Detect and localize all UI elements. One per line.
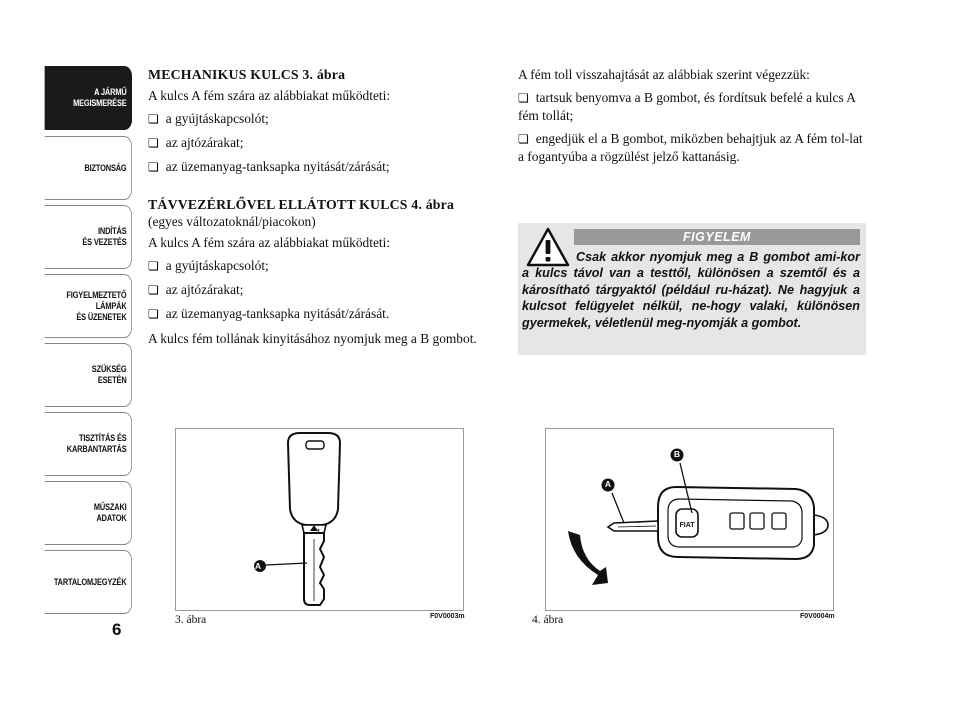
tab-technical-data[interactable]: MŰSZAKI ADATOK: [45, 481, 132, 545]
heading-remote-key: TÁVVEZÉRLŐVEL ELLÁTOTT KULCS 4. ábra: [148, 197, 455, 212]
tab-starting-driving[interactable]: INDÍTÁS ÉS VEZETÉS: [45, 205, 132, 269]
list-item: ❏ az üzemanyag-tanksapka nyitását/zárását;: [148, 158, 503, 176]
warning-text: Csak akkor nyomjuk meg a B gombot ami-kor a kulcs távol van a testtől, különösen a szemtől és a károsítható tárgyaktól (például ru-házat). Ne hagyjuk a kulcsot felügyelet nélkül, ne-hogy valaki, különösen gyermekek, véletlenül meg-nyomják a gombot.: [522, 250, 860, 330]
right-column: [518, 66, 866, 165]
warning-title: FIGYELEM: [574, 229, 860, 245]
figure-4-code: F0V0004m: [800, 613, 835, 620]
figure-3-caption: 3. ábra: [175, 614, 207, 626]
list-item: ❏ a gyújtáskapcsolót;: [148, 257, 503, 275]
tab-emergency[interactable]: SZÜKSÉG ESETÉN: [45, 343, 132, 407]
list-item: ❏ az ajtózárakat;: [148, 281, 503, 299]
svg-text:A: A: [604, 479, 612, 489]
svg-text:FIAT: FIAT: [679, 522, 695, 529]
svg-text:⚷: ⚷: [316, 529, 321, 535]
label-a-fig3: [251, 559, 265, 573]
tab-maintenance[interactable]: TISZTÍTÁS ÉS KARBANTARTÁS: [45, 412, 132, 476]
list-item: ❏ a gyújtáskapcsolót;: [148, 110, 503, 128]
figure-3-code: F0V0003m: [430, 613, 465, 620]
label-a-fig4: [601, 477, 615, 491]
tab-index[interactable]: TARTALOMJEGYZÉK: [45, 550, 132, 614]
warning-box: [518, 223, 866, 355]
figure-4-caption: 4. ábra: [532, 614, 564, 626]
subheading-remote-key: (egyes változatoknál/piacokon): [148, 214, 316, 229]
remote-key-illustration: [546, 429, 833, 610]
figure-remote-key: [545, 428, 834, 611]
svg-text:A: A: [254, 561, 262, 571]
heading-mechanical-key: MECHANIKUS KULCS 3. ábra: [148, 67, 346, 82]
label-b-fig4: [670, 447, 684, 461]
tab-warning-lights[interactable]: FIGYELMEZTETŐ LÁMPÁK ÉS ÜZENETEK: [45, 274, 132, 338]
figure-mechanical-key: [175, 428, 464, 611]
left-column: [148, 66, 503, 347]
fold-intro: A fém toll visszahajtását az alábbiak szerint végezzük:: [518, 67, 810, 82]
tab-vehicle-overview[interactable]: A JÁRMŰ MEGISMERÉSE: [45, 66, 132, 130]
list-item: ❏ tartsuk benyomva a B gombot, és fordítsuk befelé a kulcs A fém tollát;: [518, 89, 866, 124]
page-number: 6: [112, 620, 122, 639]
intro-mechanical-key: A kulcs A fém szára az alábbiakat működteti:: [148, 88, 391, 103]
tab-safety[interactable]: BIZTONSÁG: [45, 136, 132, 200]
outro-text: A kulcs fém tollának kinyitásához nyomjuk meg a B gombot.: [148, 331, 477, 346]
svg-text:B: B: [673, 449, 681, 459]
mechanical-key-illustration: [176, 429, 463, 610]
intro-remote-key: A kulcs A fém szára az alábbiakat működteti:: [148, 235, 391, 250]
list-item: ❏ az üzemanyag-tanksapka nyitását/zárását.: [148, 305, 503, 323]
list-item: ❏ engedjük el a B gombot, miközben behajtjuk az A fém tol-lat a fogantyúba a rögzülést jelző kattanásig.: [518, 130, 866, 165]
list-item: ❏ az ajtózárakat;: [148, 134, 503, 152]
